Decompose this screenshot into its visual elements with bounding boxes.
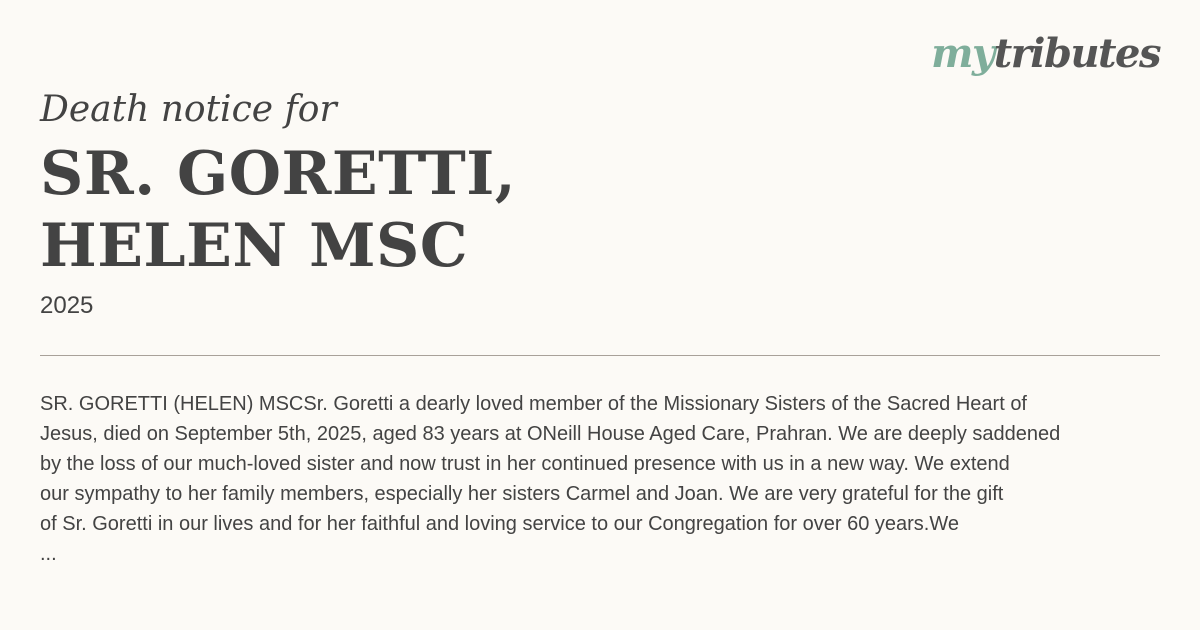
notice-year: 2025 bbox=[40, 292, 94, 319]
notice-body-line: by the loss of our much-loved sister and now trust in her continued presence with us in a new way. We extend bbox=[40, 453, 1010, 475]
logo-suffix: tributes bbox=[993, 30, 1160, 77]
notice-body-line: Jesus, died on September 5th, 2025, aged 83 years at ONeill House Aged Care, Prahran. We are deeply saddened bbox=[40, 423, 1061, 445]
deceased-name bbox=[40, 138, 516, 282]
notice-body-line: of Sr. Goretti in our lives and for her faithful and loving service to our Congregation for over 60 years.We bbox=[40, 513, 959, 535]
notice-body-ellipsis: ... bbox=[40, 543, 57, 565]
mytributes-logo[interactable] bbox=[931, 30, 1160, 77]
notice-kicker: Death notice for bbox=[40, 89, 337, 130]
deceased-name-line-1: SR. GORETTI, bbox=[40, 139, 517, 209]
notice-body bbox=[40, 389, 1168, 569]
divider bbox=[40, 355, 1160, 356]
deceased-name-line-2: HELEN MSC bbox=[40, 211, 469, 281]
logo-prefix: my bbox=[931, 30, 994, 77]
notice-body-line: SR. GORETTI (HELEN) MSCSr. Goretti a dearly loved member of the Missionary Sisters of the Sacred Heart of bbox=[40, 393, 1027, 415]
notice-body-line: our sympathy to her family members, especially her sisters Carmel and Joan. We are very grateful for the gift bbox=[40, 483, 1004, 505]
